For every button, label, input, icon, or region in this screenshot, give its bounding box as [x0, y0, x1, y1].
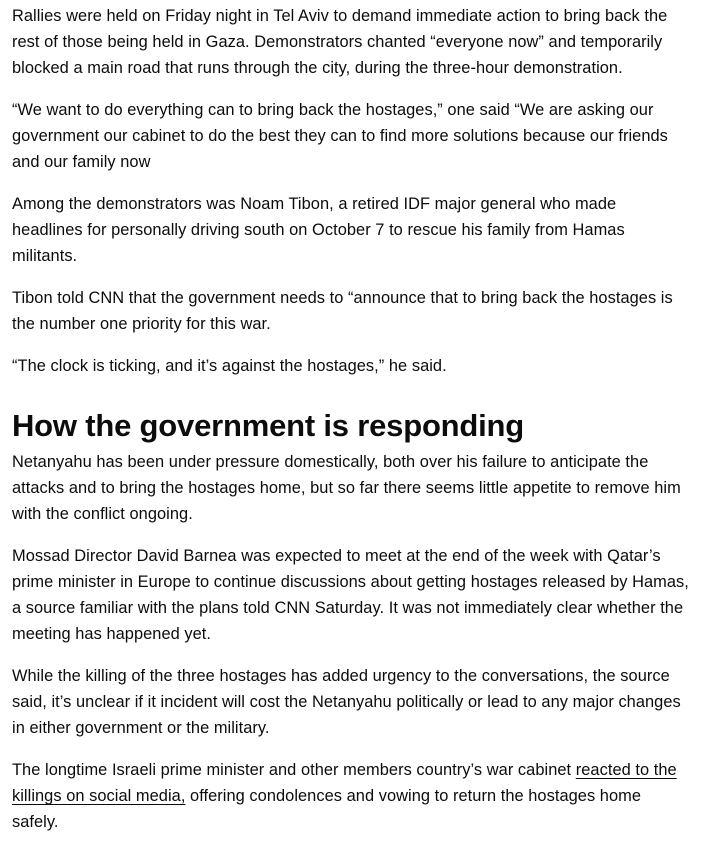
article-body: [0, 3, 702, 835]
paragraph-mossad-director: Mossad Director David Barnea was expected to meet at the end of the week with Qatar’s prime minister in Europe to continue discussions about getting hostages released by Hamas, a source familiar with the plans told CNN Saturday. It was not immediately clear whether the meeting has happened yet.: [12, 547, 689, 643]
paragraph-rallies: Rallies were held on Friday night in Tel Aviv to demand immediate action to bring back the rest of those being held in Gaza. Demonstrators chanted “everyone now” and temporarily blocked a main road that runs through the city, during the three-hour demonstration.: [12, 7, 668, 77]
reacted-to-killings-link[interactable]: reacted to the killings on social media,: [12, 761, 677, 805]
paragraph-quote-hostages: “We want to do everything can to bring back the hostages,” one said “We are asking our government our cabinet to do the best they can to find more solutions because our friends and our family now: [12, 101, 668, 171]
paragraph-clock-ticking: “The clock is ticking, and it’s against the hostages,” he said.: [12, 357, 447, 375]
paragraph-netanyahu-pressure: Netanyahu has been under pressure domestically, both over his failure to anticipate the attacks and to bring the hostages home, but so far there seems little appetite to remove him with the conflict ongoing.: [12, 453, 681, 523]
paragraph-tibon-told-cnn: Tibon told CNN that the government needs to “announce that to bring back the hostages is the number one priority for this war.: [12, 289, 673, 333]
paragraph-war-cabinet-text-end: offering condolences and vowing to return the hostages home safely.: [12, 787, 641, 831]
section-heading: How the government is responding: [12, 408, 525, 443]
paragraph-noam-tibon: Among the demonstrators was Noam Tibon, a retired IDF major general who made headlines for personally driving south on October 7 to rescue his family from Hamas militants.: [12, 195, 625, 265]
paragraph-war-cabinet: [12, 757, 690, 835]
paragraph-war-cabinet-text-start: The longtime Israeli prime minister and other members country’s war cabinet: [12, 761, 576, 779]
paragraph-killing-urgency: While the killing of the three hostages has added urgency to the conversations, the source said, it’s unclear if it incident will cost the Netanyahu politically or lead to any major changes in either government or the military.: [12, 667, 681, 737]
